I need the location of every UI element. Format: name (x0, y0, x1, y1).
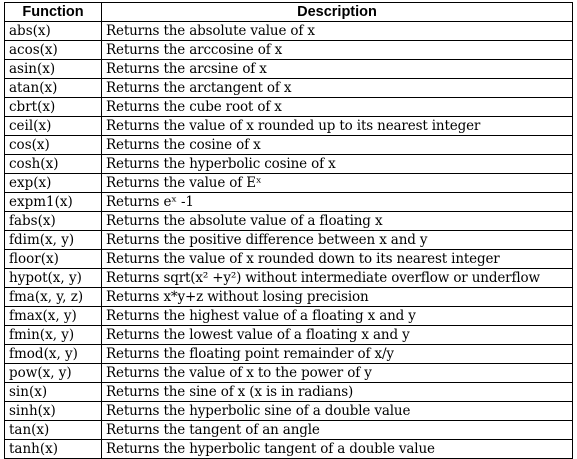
table-row (5, 269, 573, 288)
table-row (5, 136, 573, 155)
table-row (5, 231, 573, 250)
description-cell: Returns the absolute value of a floating x (102, 212, 573, 231)
function-cell: sin(x) (5, 383, 102, 402)
table-row (5, 250, 573, 269)
function-cell: pow(x, y) (5, 364, 102, 383)
description-cell: Returns the absolute value of x (102, 22, 573, 41)
function-cell: fabs(x) (5, 212, 102, 231)
function-cell: acos(x) (5, 41, 102, 60)
table-row (5, 345, 573, 364)
description-cell: Returns the cosine of x (102, 136, 573, 155)
function-cell: fmod(x, y) (5, 345, 102, 364)
description-cell: Returns the lowest value of a floating x and y (102, 326, 573, 345)
function-cell: sinh(x) (5, 402, 102, 421)
table-row (5, 288, 573, 307)
table-row (5, 383, 573, 402)
description-cell: Returns the floating point remainder of x/y (102, 345, 573, 364)
function-cell: fdim(x, y) (5, 231, 102, 250)
table-row (5, 117, 573, 136)
function-cell: cbrt(x) (5, 98, 102, 117)
function-cell: cosh(x) (5, 155, 102, 174)
column-header-function: Function (5, 3, 102, 22)
description-cell: Returns the hyperbolic tangent of a double value (102, 440, 573, 459)
function-cell: asin(x) (5, 60, 102, 79)
description-cell: Returns the positive difference between x and y (102, 231, 573, 250)
function-cell: cos(x) (5, 136, 102, 155)
description-cell: Returns the cube root of x (102, 98, 573, 117)
function-cell: fmin(x, y) (5, 326, 102, 345)
description-cell: Returns the hyperbolic sine of a double value (102, 402, 573, 421)
column-header-description: Description (102, 3, 573, 22)
function-cell: hypot(x, y) (5, 269, 102, 288)
function-cell: atan(x) (5, 79, 102, 98)
description-cell: Returns the value of Eˣ (102, 174, 573, 193)
description-cell: Returns x*y+z without losing precision (102, 288, 573, 307)
description-cell: Returns the value of x to the power of y (102, 364, 573, 383)
description-cell: Returns the value of x rounded down to its nearest integer (102, 250, 573, 269)
table-row (5, 79, 573, 98)
description-cell: Returns the value of x rounded up to its nearest integer (102, 117, 573, 136)
table-row (5, 98, 573, 117)
table-row (5, 60, 573, 79)
description-cell: Returns the highest value of a floating x and y (102, 307, 573, 326)
function-cell: expm1(x) (5, 193, 102, 212)
table-row (5, 41, 573, 60)
table-row (5, 212, 573, 231)
description-cell: Returns the arcsine of x (102, 60, 573, 79)
function-cell: exp(x) (5, 174, 102, 193)
function-cell: tan(x) (5, 421, 102, 440)
table-row (5, 402, 573, 421)
table-header-row (5, 3, 573, 22)
table-row (5, 174, 573, 193)
table-body (5, 22, 573, 459)
function-cell: tanh(x) (5, 440, 102, 459)
math-functions-table (4, 2, 573, 459)
function-cell: abs(x) (5, 22, 102, 41)
function-cell: ceil(x) (5, 117, 102, 136)
table-row (5, 155, 573, 174)
function-cell: fma(x, y, z) (5, 288, 102, 307)
description-cell: Returns eˣ -1 (102, 193, 573, 212)
description-cell: Returns the arctangent of x (102, 79, 573, 98)
function-cell: fmax(x, y) (5, 307, 102, 326)
table-row (5, 307, 573, 326)
table-row (5, 193, 573, 212)
description-cell: Returns the hyperbolic cosine of x (102, 155, 573, 174)
table-row (5, 22, 573, 41)
table-row (5, 421, 573, 440)
table-row (5, 326, 573, 345)
table-row (5, 440, 573, 459)
table-row (5, 364, 573, 383)
description-cell: Returns the arccosine of x (102, 41, 573, 60)
description-cell: Returns the tangent of an angle (102, 421, 573, 440)
function-cell: floor(x) (5, 250, 102, 269)
description-cell: Returns sqrt(x² +y²) without intermediate overflow or underflow (102, 269, 573, 288)
description-cell: Returns the sine of x (x is in radians) (102, 383, 573, 402)
